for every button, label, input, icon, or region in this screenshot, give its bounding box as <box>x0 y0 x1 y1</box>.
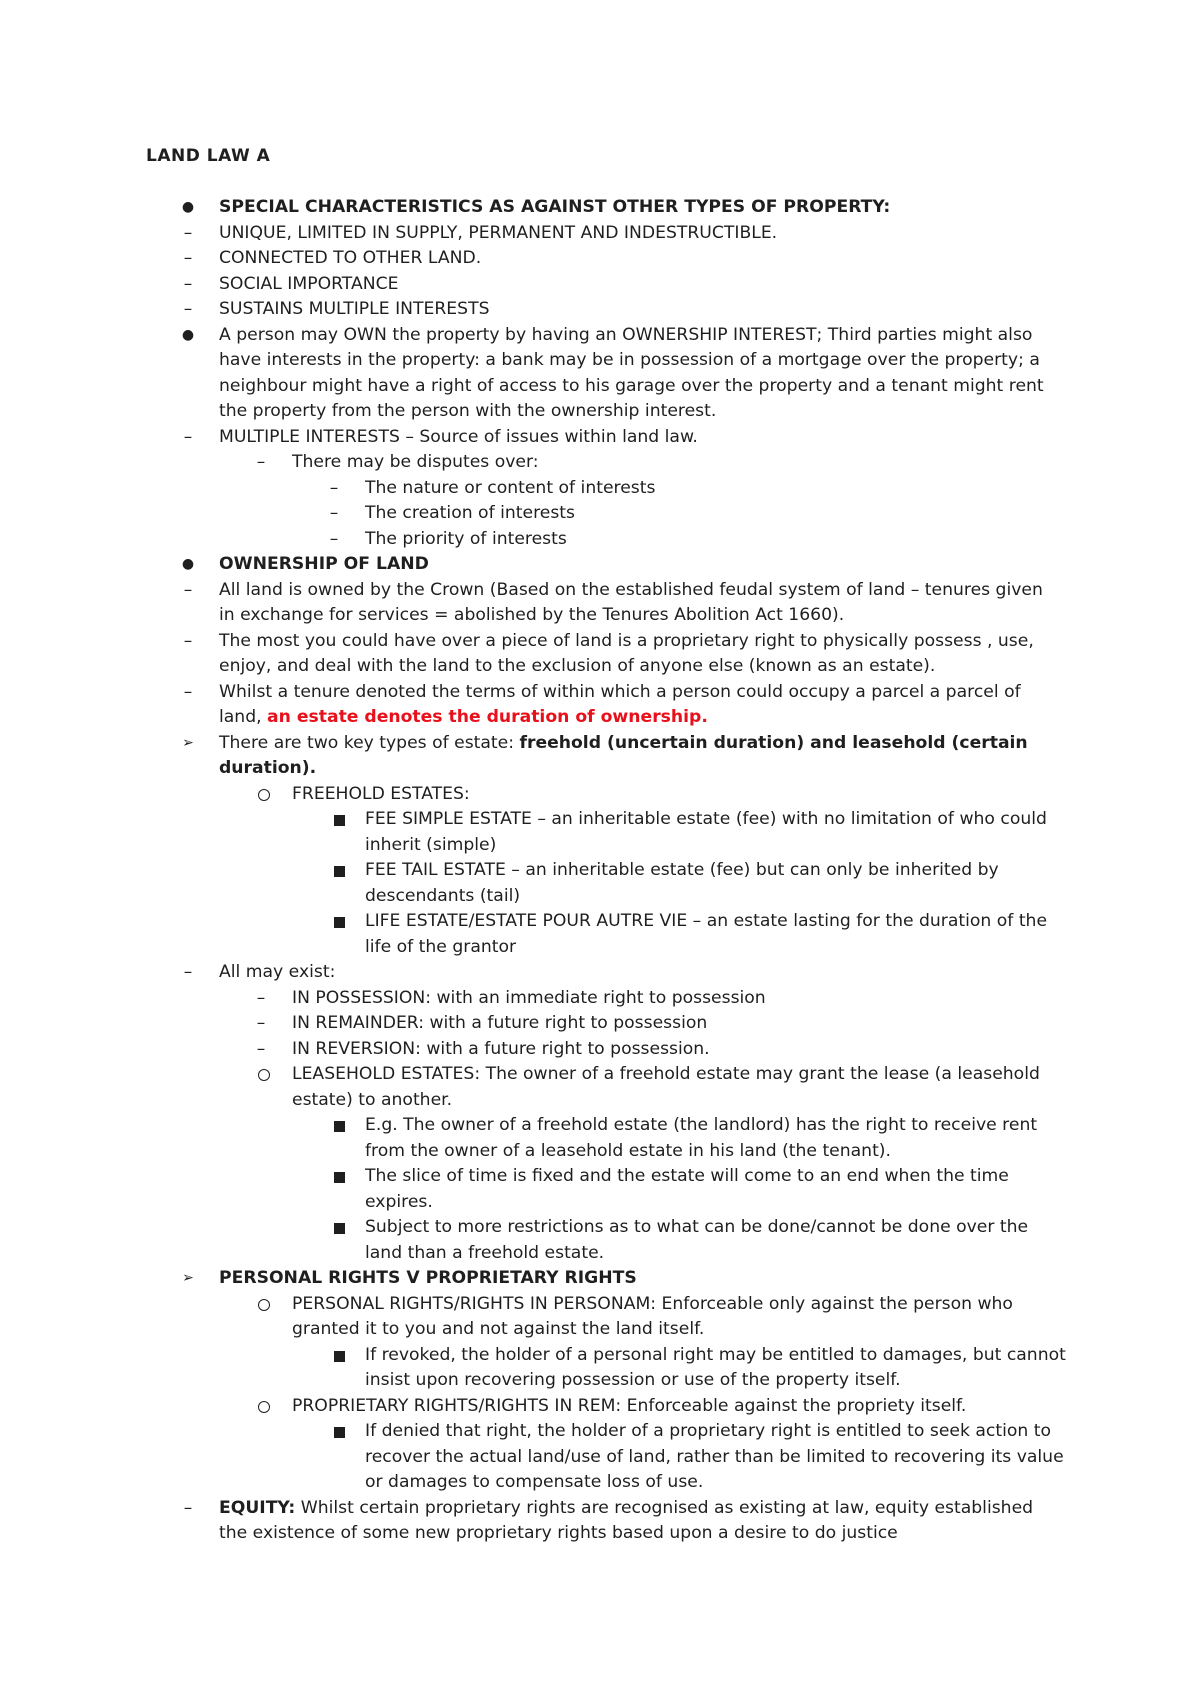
item-text: If revoked, the holder of a personal right may be entitled to damages, but cannot insist upon recovering possession or use of the property itself. <box>365 1344 1066 1390</box>
dash-item <box>0 960 1200 986</box>
square-item <box>0 858 1200 909</box>
item-text: PROPRIETARY RIGHTS/RIGHTS IN REM: Enforceable against the propriety itself. <box>292 1395 967 1416</box>
dash-icon: – <box>183 273 193 294</box>
dash-icon: – <box>183 1497 193 1518</box>
dash-icon: – <box>329 503 339 523</box>
bullet-icon: ● <box>181 326 195 343</box>
circle-item <box>0 1292 1200 1343</box>
item-text: All land is owned by the Crown (Based on the established feudal system of land – tenures given in exchange for services = abolished by the Tenures Abolition Act 1660). <box>219 579 1043 625</box>
item-text: IN REVERSION: with a future right to possession. <box>292 1038 710 1059</box>
item-text: If denied that right, the holder of a proprietary right is entitled to seek action to recover the actual land/use of land, rather than be limited to recovering its value or damages to compensate loss of use. <box>365 1421 1064 1492</box>
bullet-item <box>0 552 1200 578</box>
square-item <box>0 1419 1200 1496</box>
circle-bullet-icon <box>258 1401 270 1413</box>
dash-icon: – <box>256 1038 266 1059</box>
item-text: SOCIAL IMPORTANCE <box>219 273 399 294</box>
square-item <box>0 1343 1200 1394</box>
dash-icon: – <box>256 452 266 472</box>
dash-item <box>0 629 1200 680</box>
item-text: IN POSSESSION: with an immediate right to possession <box>292 987 766 1008</box>
bold-label: EQUITY: <box>219 1497 296 1518</box>
square-bullet-icon <box>334 1351 345 1362</box>
item-text: The creation of interests <box>365 503 575 523</box>
dash-item <box>0 501 1200 527</box>
dash-item <box>0 1037 1200 1063</box>
item-text: FREEHOLD ESTATES: <box>292 783 470 804</box>
dash-icon: – <box>183 299 193 319</box>
square-item <box>0 1215 1200 1266</box>
item-text: UNIQUE, LIMITED IN SUPPLY, PERMANENT AND INDESTRUCTIBLE. <box>219 222 778 243</box>
dash-item <box>0 578 1200 629</box>
section-heading: SPECIAL CHARACTERISTICS AS AGAINST OTHER TYPES OF PROPERTY: <box>219 197 891 217</box>
bullet-item <box>0 323 1200 425</box>
dash-icon: – <box>329 528 339 549</box>
square-bullet-icon <box>334 866 345 877</box>
dash-icon: – <box>329 477 339 498</box>
item-text: PERSONAL RIGHTS/RIGHTS IN PERSONAM: Enforceable only against the person who granted it to you and not against the land itself. <box>292 1293 1013 1339</box>
bold-text: freehold (uncertain duration) and leasehold (certain duration). <box>219 732 1028 778</box>
bullet-icon: ● <box>181 199 195 215</box>
square-bullet-icon <box>334 1121 345 1132</box>
dash-item <box>0 680 1200 731</box>
dash-icon: – <box>183 579 193 600</box>
highlighted-text: an estate denotes the duration of ownership. <box>267 707 708 727</box>
item-text: The most you could have over a piece of land is a proprietary right to physically possess , use, enjoy, and deal with the land to the exclusion of anyone else (known as an estate). <box>219 630 1034 676</box>
item-text: Whilst a tenure denoted the terms of within which a person could occupy a parcel a parcel of land, <box>219 681 1021 727</box>
dash-item <box>0 450 1200 476</box>
dash-item <box>0 425 1200 451</box>
item-text: LEASEHOLD ESTATES: The owner of a freehold estate may grant the lease (a leasehold estate) to another. <box>292 1064 1040 1110</box>
square-item <box>0 1113 1200 1164</box>
dash-item <box>0 221 1200 247</box>
dash-icon: – <box>183 426 193 447</box>
item-text: There may be disputes over: <box>292 452 539 472</box>
item-text: MULTIPLE INTERESTS – Source of issues within land law. <box>219 426 698 447</box>
item-text: FEE SIMPLE ESTATE – an inheritable estate (fee) with no limitation of who could inherit (simple) <box>365 809 1047 855</box>
item-text: Subject to more restrictions as to what can be done/cannot be done over the land than a freehold estate. <box>365 1217 1029 1263</box>
document-title: LAND LAW A <box>146 146 271 166</box>
item-text: SUSTAINS MULTIPLE INTERESTS <box>219 299 490 319</box>
dash-item <box>0 476 1200 502</box>
item-text: The slice of time is fixed and the estate will come to an end when the time expires. <box>365 1166 1009 1212</box>
square-item <box>0 909 1200 960</box>
square-bullet-icon <box>334 1223 345 1234</box>
section-heading: OWNERSHIP OF LAND <box>219 554 429 574</box>
item-text: There are two key types of estate: <box>219 732 520 753</box>
circle-bullet-icon <box>258 1299 270 1311</box>
dash-icon: – <box>256 1013 266 1033</box>
document-body <box>0 195 1200 1547</box>
square-bullet-icon <box>334 815 345 826</box>
item-text: A person may OWN the property by having an OWNERSHIP INTEREST; Third parties might also have interests in the property: a bank may be in possession of a mortgage over the property; a neighbour might have a right of access to his garage over the property and a tenant might rent the property from the person with the ownership interest. <box>219 324 1044 421</box>
item-text: All may exist: <box>219 962 336 982</box>
dash-item <box>0 297 1200 323</box>
item-text: CONNECTED TO OTHER LAND. <box>219 248 482 268</box>
square-bullet-icon <box>334 1427 345 1438</box>
dash-item <box>0 1496 1200 1547</box>
item-text: E.g. The owner of a freehold estate (the landlord) has the right to receive rent from the owner of a leasehold estate in his land (the tenant). <box>365 1115 1038 1161</box>
circle-bullet-icon <box>258 1069 270 1081</box>
square-bullet-icon <box>334 917 345 928</box>
item-text: Whilst certain proprietary rights are recognised as existing at law, equity established the existence of some new proprietary rights based upon a desire to do justice <box>219 1497 1034 1543</box>
dash-icon: – <box>256 987 266 1008</box>
dash-item <box>0 246 1200 272</box>
dash-item <box>0 986 1200 1012</box>
circle-item <box>0 1394 1200 1420</box>
arrow-item <box>0 731 1200 782</box>
circle-bullet-icon <box>258 789 270 801</box>
item-text: FEE TAIL ESTATE – an inheritable estate (fee) but can only be inherited by descendants (tail) <box>365 860 999 906</box>
dash-icon: – <box>183 962 193 982</box>
circle-item <box>0 782 1200 808</box>
square-bullet-icon <box>334 1172 345 1183</box>
dash-item <box>0 272 1200 298</box>
arrow-bullet-icon: ➢ <box>182 734 194 751</box>
item-text: The priority of interests <box>365 528 567 549</box>
bullet-item <box>0 195 1200 221</box>
arrow-item <box>0 1266 1200 1292</box>
square-item <box>0 807 1200 858</box>
section-heading: PERSONAL RIGHTS V PROPRIETARY RIGHTS <box>219 1268 637 1288</box>
bullet-icon: ● <box>181 556 195 572</box>
item-text: IN REMAINDER: with a future right to possession <box>292 1013 708 1033</box>
arrow-bullet-icon: ➢ <box>182 1270 194 1286</box>
item-text: The nature or content of interests <box>365 477 656 498</box>
dash-icon: – <box>183 222 193 243</box>
square-item <box>0 1164 1200 1215</box>
dash-icon: – <box>183 681 193 702</box>
dash-icon: – <box>183 630 193 651</box>
dash-icon: – <box>183 248 193 268</box>
dash-item <box>0 1011 1200 1037</box>
dash-item <box>0 527 1200 553</box>
item-text: LIFE ESTATE/ESTATE POUR AUTRE VIE – an estate lasting for the duration of the life of the grantor <box>365 911 1048 957</box>
circle-item <box>0 1062 1200 1113</box>
